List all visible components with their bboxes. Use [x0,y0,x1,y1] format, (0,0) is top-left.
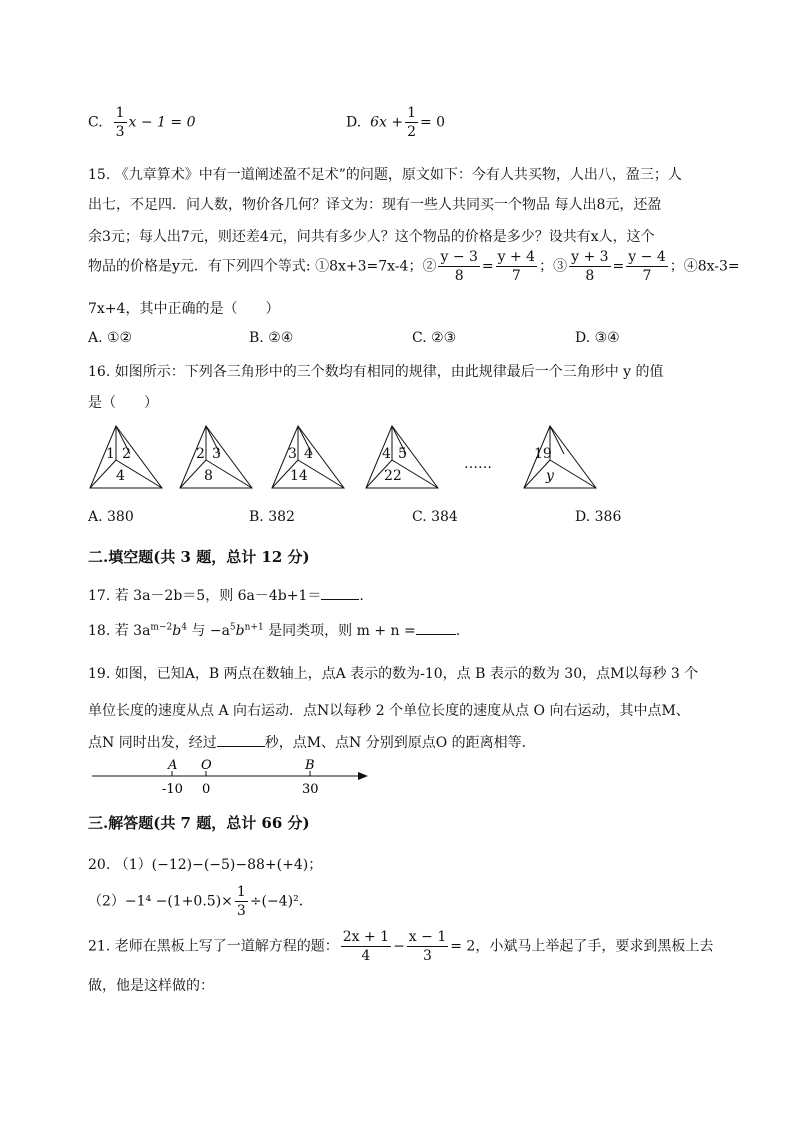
triangle-1-b: 2 [122,446,131,462]
point-o-label: O [201,758,212,773]
answer-blank[interactable] [416,622,456,635]
q16-line2: 是（ ） [88,395,158,411]
triangle-4-c: 22 [384,468,402,484]
triangle-2-c: 8 [204,468,213,484]
triangle-1-a: 1 [106,446,115,462]
fraction: $\frac{1}{3}$ [115,105,125,140]
q16-option-d: D. 386 [575,509,622,525]
q15-line4: 物品的价格是y元．有下列四个等式: ①8x+3=7x-4；② $\frac{y - 3}{8}$ = $\frac{y + 4}{7}$ ；③ $\frac{y + 3}{8}$ = $\frac{y - 4}{7}$ ；④8x-3= [88,249,740,284]
q14-option-c: C. $\frac{1}{3}$ x − 1 = 0 [88,105,196,140]
triangle-5-c: y [546,468,554,484]
q17: 17. 若 3a－2b＝5，则 6a－4b+1＝ . [88,588,364,604]
q16-option-a: A. 380 [88,509,134,525]
q14-option-d: D. 6x + $\frac{1}{2}$ = 0 [346,105,446,140]
triangle-5-a: 19 [534,446,552,462]
q16-option-c: C. 384 [412,509,458,525]
q18: 18. 若 $3a^{m-2}b^4$ 与 $-a^5b^{n+1}$ 是同类项，则 m + n = . [88,622,461,639]
q20-part2: （2）−1⁴ −(1+0.5)× $\frac{1}{3}$ ÷(−4)²． [88,884,313,919]
q15-line1: 15. 《九章算术》中有一道阐述盈不足术”的问题，原文如下：今有人共买物，人出八，盈三；人 [88,167,682,183]
triangle-3-c: 14 [290,468,308,484]
fraction: $\frac{1}{2}$ [407,105,416,140]
answer-blank[interactable] [321,587,359,600]
q15-line3: 余3元；每人出7元，则还差4元，问共有多少人？这个物品的价格是多少？设共有x人，这个 [88,229,655,245]
answer-blank[interactable] [217,734,265,747]
q21-line2: 做，他是这样做的： [88,978,214,994]
point-b-value: 30 [302,782,319,796]
q19-line1: 19. 如图，已知A，B 两点在数轴上，点A 表示的数为-10，点 B 表示的数为 30，点M以每秒 3 个 [88,666,699,682]
q15-option-a: A. ①② [88,330,133,346]
triangle-3-b: 4 [304,446,313,462]
q21-line1: 21. 老师在黑板上写了一道解方程的题： $\frac{2x + 1}{4}$ − $\frac{x - 1}{3}$ = 2，小斌马上举起了手，要求到黑板上去 [88,929,714,964]
triangle-2-b: 3 [212,446,221,462]
section-3-title: 三.解答题(共 7 题，总计 66 分) [88,814,310,832]
q15-option-b: B. ②④ [249,330,294,346]
triangle-1-c: 4 [116,468,125,484]
point-a-value: -10 [162,782,183,796]
triangle-4-b: 5 [398,446,407,462]
q15-line2: 出七，不足四．问人数，物价各几何？译文为：现有一些人共同买一个物品 每人出8元，还盈 [88,197,662,213]
triangle-2-a: 2 [196,446,205,462]
q15-option-c: C. ②③ [412,330,457,346]
q19-line3: 点N 同时出发，经过 秒，点M、点N 分别到原点O 的距离相等． [88,735,536,751]
ellipsis: …… [464,456,492,472]
triangle-4-a: 4 [382,446,391,462]
number-line [88,756,378,796]
triangle-sequence-figure [86,420,706,494]
q16-line1: 16. 如图所示：下列各三角形中的三个数均有相同的规律，由此规律最后一个三角形中 y 的值 [88,364,664,380]
arrow-right-icon [358,772,368,780]
point-a-label: A [168,758,178,773]
section-2-title: 二.填空题(共 3 题，总计 12 分) [88,548,310,566]
q19-line2: 单位长度的速度从点 A 向右运动．点N以每秒 2 个单位长度的速度从点 O 向右运动，其中点M、 [88,703,690,719]
q15-line5: 7x+4，其中正确的是（ ） [88,301,280,317]
q20-part1: 20. （1）(−12)−(−5)−88+(+4)； [88,857,323,873]
q15-option-d: D. ③④ [575,330,620,346]
point-o-value: 0 [202,782,211,796]
triangle-3-a: 3 [288,446,297,462]
point-b-label: B [305,758,315,773]
q16-option-b: B. 382 [249,509,295,525]
